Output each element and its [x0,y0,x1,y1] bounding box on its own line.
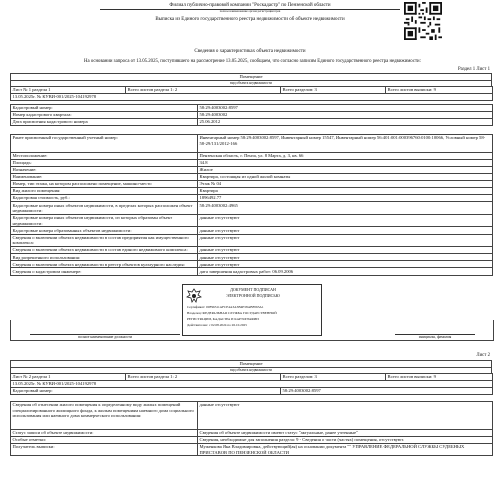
row-value: Квартира [198,188,493,195]
table-row [11,261,493,268]
row-label: Номер кадастрового квартала: [11,112,198,119]
sheet2-kad-value: 58:29:4003002:8597 [281,388,493,395]
signature-position-caption: полное наименование должности [30,334,180,340]
table-row [11,268,493,275]
sheet2-characteristics-table [10,401,493,456]
stamp-line-2: ЭЛЕКТРОННОЙ ПОДПИСЬЮ [226,293,280,298]
sheet2-kind-caption: вид объекта недвижимости [10,367,492,374]
stamp-line-3: Сертификат: 00F96311AFCE4A3A3B4E58ABF063A1 [187,305,264,309]
sheet1-meta-sheets: Всего листов выписки: 9 [386,87,493,94]
table-row [11,119,493,126]
sheet1-meta-total-section: Всего листов раздела 1: 2 [126,87,281,94]
stamp-line-6: Действителен: с 02.08.2024 по 26.10.2025 [187,323,247,327]
table-row [11,188,493,195]
table-row [11,166,493,173]
sheet1-kind-caption: вид объекта недвижимости [10,80,492,87]
row-value: Квартира, состоящая из одной жилой комнаты [198,173,493,180]
row-label: Площадь: [11,159,198,166]
row-label: Статус записи об объекте недвижимости: [11,429,198,436]
table-row [11,247,493,254]
row-label: Сведения о кадастровом инженере: [11,268,198,275]
request-note: На основании запроса от 13.05.2025, поступившего на рассмотрение 13.05.2025, сообщаем, что согласно записям Единого государственного реестра недвижимости: [84,59,421,64]
table-row [11,436,493,443]
table-row [11,135,493,153]
table-row [11,214,493,227]
row-label: Местоположение: [11,152,198,159]
stamp-line-5: РЕГИСТРАЦИИ, КАДАСТРА И КАРТОГРАФИИ [187,317,259,321]
row-label: Сведения об отнесении жилого помещения к определенному виду жилых помещений специализированного жилищного фонда, к жилым помещениям наемного дома социального использования или наемного дома коммерческого использования: [11,402,198,430]
row-label: Кадастровый номер: [11,105,198,112]
section-heading: Сведения о характеристиках объекта недвижимости [194,49,306,54]
sheet2-meta-sections: Всего разделов: 3 [281,374,386,381]
signature-name-caption: инициалы, фамилия [395,334,475,340]
sheet1-reference: 13.05.2025г. № КУВИ-001/2025-104192978 [11,94,493,101]
row-value: данные отсутствуют [198,261,493,268]
row-value: данные отсутствуют [198,254,493,261]
row-label: Кадастровая стоимость, руб.: [11,195,198,202]
table-row [11,234,493,247]
table-row [11,202,493,215]
document-title: Выписка из Единого государственного реестра недвижимости об объекте недвижимости [155,17,345,22]
row-value: данные отсутствуют [198,402,493,430]
row-label: Получатель выписки: [11,443,198,456]
row-value: 1896492.77 [198,195,493,202]
row-value: Пензенская область, г. Пенза, ул. 8 Марта, д. 3, кв. 66 [198,152,493,159]
row-label: Кадастровые номера образованных объектов недвижимости: [11,227,198,234]
row-label: Вид разрешенного использования: [11,254,198,261]
sheet1-id-table [10,104,493,126]
row-value: 25.06.2012 [198,119,493,126]
sheet1-meta-sheet: Лист № 1 раздела 1 [11,87,126,94]
table-row [11,173,493,180]
sheet2-section-label: Лист 2 [476,353,490,358]
table-row [11,180,493,187]
row-label: Сведения о включении объекта недвижимости в состав единого недвижимого комплекса: [11,247,198,254]
row-label: Сведения о включении объекта недвижимости в реестр объектов культурного наследия: [11,261,198,268]
row-value: Сведения об объекте недвижимости имеют статус "актуальные, ранее учтенные" [198,429,493,436]
row-value: Этаж № 04 [198,180,493,187]
sheet1-kind: Помещение [10,73,492,81]
row-label: Кадастровые номера иных объектов недвижимости, из которых образован объект недвижимости: [11,214,198,227]
qr-code-icon [404,2,442,40]
sheet2-reference: 13.05.2025г. № КУВИ-001/2025-104192978 [11,381,493,388]
stamp-line-4: Владелец: ФЕДЕРАЛЬНАЯ СЛУЖБА ГОСУДАРСТВЕННОЙ [187,311,277,315]
row-value: данные отсутствуют [198,247,493,254]
sheet2-meta-sheets: Всего листов выписки: 9 [386,374,493,381]
table-row [11,105,493,112]
table-row [11,195,493,202]
issuer-line: Филиал публично-правовой компании "Роскадастр" по Пензенской области [100,3,400,10]
row-label: Номер, тип этажа, на котором расположено помещение, машино-место [11,180,198,187]
stamp-line-1: ДОКУМЕНТ ПОДПИСАН [230,287,276,292]
row-value: 58:29:4003002 [198,112,493,119]
row-label: Дата присвоения кадастрового номера [11,119,198,126]
row-value: данные отсутствуют [198,227,493,234]
sheet1-meta-table [10,86,493,101]
row-label: Особые отметки: [11,436,198,443]
sheet2-kind: Помещение [10,360,492,368]
row-label: Вид жилого помещения: [11,188,198,195]
table-row [11,402,493,430]
sheet1-section-label: Раздел 1 Лист 1 [457,67,490,72]
sheet2-meta-total-section: Всего листов раздела 1: 2 [126,374,281,381]
row-label: Назначение: [11,166,198,173]
row-value: 34.8 [198,159,493,166]
row-value: 58:29:4003002:8597 [198,105,493,112]
table-row [11,254,493,261]
sheet2-meta-sheet: Лист № 2 раздела 1 [11,374,126,381]
row-label: Сведения о включении объекта недвижимости в состав предприятия как имущественного комплекса: [11,234,198,247]
sheet2-kad-label: Кадастровый номер: [11,388,281,395]
table-row [11,112,493,119]
row-value: дата завершения кадастровых работ: 06.09.2006 [198,268,493,275]
e-signature-stamp [182,284,322,336]
table-row [11,429,493,436]
row-label: Кадастровые номера иных объектов недвижимости, в пределах которых расположен объект недвижимости: [11,202,198,215]
row-value: Инвентарный номер 58:29:4003002:8597, Инвентарный номер 15547, Инвентарный номер 56:401:001:000396760:0100:10066, Условный номер 58-58-29/131/2012-166 [198,135,493,153]
row-value: 58:29:4003002:4965 [198,202,493,215]
row-label: Ранее присвоенный государственный учетный номер: [11,135,198,153]
row-value: Сведения, необходимые для заполнения раздела: 9 - Сведения о части (частях) помещения, отсутствуют. [198,436,493,443]
sheet1-characteristics-table [10,134,493,276]
emblem-icon [186,288,202,304]
table-row [11,159,493,166]
row-value: данные отсутствуют [198,234,493,247]
sheet2-meta-table [10,373,493,395]
table-row [11,152,493,159]
row-value: данные отсутствуют [198,214,493,227]
issuer-caption: полное наименование органа регистрации прав [219,9,281,13]
table-row [11,443,493,456]
sheet1-meta-sections: Всего разделов: 3 [281,87,386,94]
row-value: Муженкова Яна Владимировна, действующий(ая) на основании документа "" УПРАВЛЕНИЕ ФЕДЕРАЛЬНОЙ СЛУЖБЫ СУДЕБНЫХ ПРИСТАВОВ ПО ПЕНЗЕНСКОЙ ОБЛАСТИ [198,443,493,456]
table-row [11,227,493,234]
row-label: Наименование: [11,173,198,180]
row-value: Жилое [198,166,493,173]
